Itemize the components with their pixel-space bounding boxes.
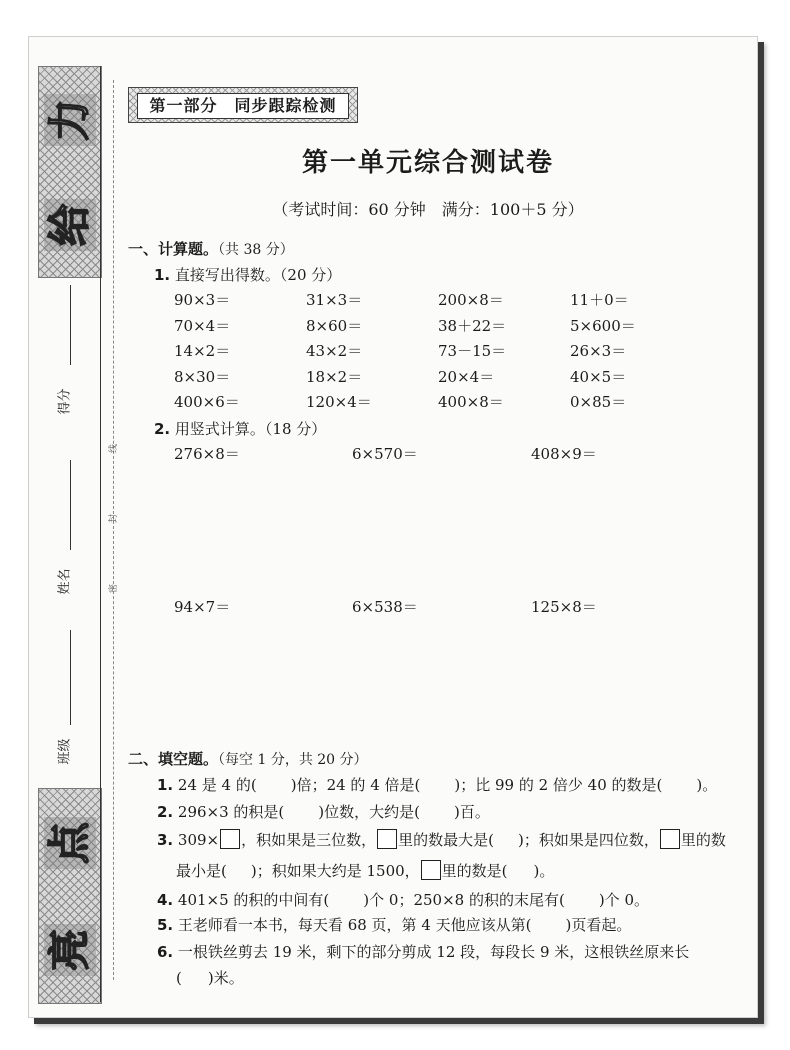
calc-item: 120×4＝ bbox=[306, 393, 372, 411]
question-text: 王老师看一本书，每天看 68 页，第 4 天他应该从第( bbox=[177, 916, 532, 934]
question-number: 2. bbox=[157, 803, 174, 821]
fill-question bbox=[157, 889, 649, 910]
part-banner bbox=[128, 87, 358, 123]
fill-question-continued bbox=[176, 860, 554, 881]
calc-item: 0×85＝ bbox=[570, 393, 627, 411]
calc-item: 31×3＝ bbox=[306, 291, 363, 309]
section-heading bbox=[128, 748, 368, 769]
vertical-calc-item: 408×9＝ bbox=[531, 445, 597, 463]
side-char: 亮 bbox=[44, 924, 96, 976]
question-text: 最小是( bbox=[176, 862, 227, 880]
calc-item: 43×2＝ bbox=[306, 342, 363, 360]
fill-question bbox=[157, 801, 490, 822]
question-text: 401×5 的积的中间有( bbox=[177, 891, 330, 909]
page-title: 第一单元综合测试卷 bbox=[301, 148, 554, 178]
question-number: 6. bbox=[157, 943, 174, 961]
seal-line bbox=[113, 80, 114, 980]
vertical-calc-item: 276×8＝ bbox=[174, 445, 240, 463]
calc-item: 200×8＝ bbox=[438, 291, 504, 309]
calc-item: 73－15＝ bbox=[438, 342, 507, 360]
side-decoration-bottom bbox=[38, 788, 102, 1004]
vertical-calc-item: 6×570＝ bbox=[352, 445, 418, 463]
section-note: （每空 1 分，共 20 分） bbox=[218, 752, 368, 768]
calc-item: 8×60＝ bbox=[306, 317, 363, 335]
vertical-calc-item: 6×538＝ bbox=[352, 598, 418, 616]
question-text: )。 bbox=[696, 776, 718, 794]
question-text: )。 bbox=[533, 862, 555, 880]
question-number: 1. bbox=[154, 266, 171, 284]
question-number: 4. bbox=[157, 891, 174, 909]
question-text: 里的数 bbox=[680, 831, 726, 849]
score-blank[interactable] bbox=[70, 285, 71, 365]
calc-item: 400×6＝ bbox=[174, 393, 240, 411]
question-text: )个 0。 bbox=[598, 891, 649, 909]
digit-box[interactable] bbox=[660, 829, 680, 849]
calc-item: 70×4＝ bbox=[174, 317, 231, 335]
name-blank[interactable] bbox=[70, 460, 71, 550]
score-label: 得分 bbox=[57, 388, 73, 415]
section-title: 一、计算题。 bbox=[128, 240, 219, 258]
calc-item: 11＋0＝ bbox=[570, 291, 629, 309]
question-text: )米。 bbox=[207, 969, 244, 987]
section-note: （共 38 分） bbox=[218, 242, 294, 258]
question-text: ( bbox=[176, 969, 182, 987]
seal-char: 线 bbox=[109, 443, 120, 454]
fill-question bbox=[157, 774, 717, 795]
digit-box[interactable] bbox=[421, 860, 441, 880]
side-decoration-top bbox=[38, 66, 102, 278]
question-text: 309× bbox=[177, 831, 220, 849]
digit-box[interactable] bbox=[220, 829, 240, 849]
question-number: 2. bbox=[154, 420, 171, 438]
calc-item: 40×5＝ bbox=[570, 368, 627, 386]
question-text: )；比 99 的 2 倍少 40 的数是( bbox=[454, 776, 663, 794]
question-text: 296×3 的积是( bbox=[177, 803, 285, 821]
exam-info: （考试时间：60 分钟 满分：100＋5 分） bbox=[272, 200, 584, 219]
calc-item: 20×4＝ bbox=[438, 368, 495, 386]
side-char: 点 bbox=[44, 817, 96, 869]
question-text: )位数，大约是( bbox=[318, 803, 421, 821]
question-text: )个 0；250×8 的积的末尾有( bbox=[363, 891, 565, 909]
question bbox=[154, 418, 326, 439]
calc-item: 400×8＝ bbox=[438, 393, 504, 411]
section-heading bbox=[128, 238, 294, 259]
class-blank[interactable] bbox=[70, 630, 71, 725]
calc-item: 8×30＝ bbox=[174, 368, 231, 386]
question-text: )百。 bbox=[454, 803, 490, 821]
vertical-calc-item: 94×7＝ bbox=[174, 598, 231, 616]
name-label: 姓名 bbox=[57, 568, 73, 595]
seal-char: 密 bbox=[109, 583, 120, 594]
question-text: )；积如果大约是 1500， bbox=[250, 862, 420, 880]
side-char: 给 bbox=[44, 199, 96, 251]
question-text: )；积如果是四位数， bbox=[518, 831, 659, 849]
calc-item: 18×2＝ bbox=[306, 368, 363, 386]
question-text: ，积如果是三位数， bbox=[241, 831, 377, 849]
side-border-line bbox=[100, 66, 101, 1002]
seal-char: 封 bbox=[109, 513, 120, 524]
calc-item: 5×600＝ bbox=[570, 317, 636, 335]
question-text: 里的数最大是( bbox=[398, 831, 494, 849]
calc-item: 14×2＝ bbox=[174, 342, 231, 360]
class-label: 班级 bbox=[57, 738, 73, 765]
side-char: 力 bbox=[44, 94, 96, 146]
question-number: 1. bbox=[157, 776, 174, 794]
question-text: 里的数是( bbox=[441, 862, 508, 880]
digit-box[interactable] bbox=[377, 829, 397, 849]
question-number: 5. bbox=[157, 916, 174, 934]
calc-item: 38＋22＝ bbox=[438, 317, 507, 335]
question-text: 一根铁丝剪去 19 米，剩下的部分剪成 12 段，每段长 9 米，这根铁丝原来长 bbox=[177, 943, 690, 961]
fill-question bbox=[157, 829, 726, 850]
fill-question bbox=[157, 914, 631, 935]
question bbox=[154, 264, 341, 285]
question-text: )页看起。 bbox=[565, 916, 632, 934]
calc-item: 90×3＝ bbox=[174, 291, 231, 309]
fill-question bbox=[157, 941, 689, 962]
section-title: 二、填空题。 bbox=[128, 750, 219, 768]
fill-question-continued bbox=[176, 967, 244, 988]
part-banner-text: 第一部分 同步跟踪检测 bbox=[137, 93, 349, 119]
question-text: 24 是 4 的( bbox=[177, 776, 257, 794]
question-text: )倍；24 的 4 倍是( bbox=[290, 776, 421, 794]
question-text: 直接写出得数。（20 分） bbox=[174, 266, 342, 284]
vertical-calc-item: 125×8＝ bbox=[531, 598, 597, 616]
question-text: 用竖式计算。（18 分） bbox=[174, 420, 327, 438]
calc-item: 26×3＝ bbox=[570, 342, 627, 360]
question-number: 3. bbox=[157, 831, 174, 849]
